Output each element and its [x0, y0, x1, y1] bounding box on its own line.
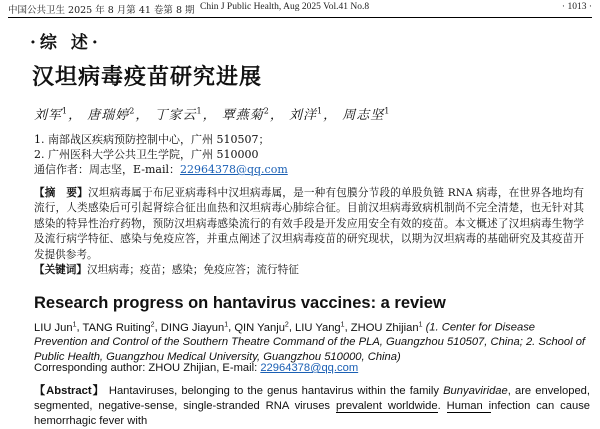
abstract-label-cn: 【摘 要】 [34, 187, 88, 199]
corresponding-label-cn: 通信作者：周志坚，E-mail： [34, 163, 180, 176]
corresponding-label-en: Corresponding author: ZHOU Zhijian, E-mail: [34, 362, 261, 374]
abstract-en [34, 384, 590, 429]
affiliation-cn-2: 2. 广州医科大学公共卫生学院，广州 510000 [34, 148, 259, 161]
author-cn: 覃燕菊$^2$ [221, 106, 270, 123]
author-list-cn: 刘军$^1$， 唐瑞婷$^2$， 丁家云$^1$， 覃燕菊$^2$， 刘洋$^1$， 周志坚$^1$ [34, 106, 391, 123]
author-en: ZHOU Zhijian$^1$ [350, 321, 423, 334]
author-en: DING Jiayun$^1$ [160, 321, 229, 334]
article-title-cn: 汉坦病毒疫苗研究进展 [32, 65, 263, 90]
abstract-text-en: nfection can cause hemorrhagic fever with [34, 400, 591, 427]
author-cn: 丁家云$^1$ [154, 106, 203, 123]
affiliation-cn-1: 1. 南部战区疾病预防控制中心，广州 510507； [34, 133, 270, 146]
keywords-label-cn: 【关键词】 [34, 264, 87, 277]
author-en: TANG Ruiting$^2$ [82, 321, 155, 334]
running-header [8, 2, 592, 16]
virus-family: Bunyaviridae [443, 385, 508, 397]
corresponding-author-cn [34, 163, 288, 177]
author-en: QIN Yanju$^2$ [234, 321, 289, 334]
email-link-cn[interactable]: 22964378@qq.com [179, 163, 288, 176]
abstract-text-cn: 汉坦病毒属于布尼亚病毒科中汉坦病毒属，是一种有包膜分节段的单股负链 RNA 病毒，在世界各地均有流行，人类感染后可引起肾综合征出血热和汉坦病毒心肺综合征。目前汉坦病毒致病机制尚不完全清楚，也无针对其感染的特异性治疗药物，预防汉坦病毒感染流行的有效手段是开发应用安全有效的疫苗。本文概述了汉坦病毒生物学及流行病学特征、感染与免疫应答，并重点阐述了汉坦病毒疫苗的研究现状，以期为汉坦病毒的基础研究及其疫苗开发提供参考。 [34, 187, 584, 261]
author-cn: 刘洋$^1$ [289, 106, 324, 123]
abstract-text-en: , are enveloped, segmented, negative-sense, single-stranded RNA viruses [34, 385, 590, 412]
author-cn: 周志坚$^1$ [342, 106, 391, 123]
abstract-text-en: . [437, 400, 447, 412]
author-en: LIU Yang$^1$ [295, 321, 345, 334]
highlighted-text: prevalent worldwide [335, 400, 438, 412]
author-en: LIU Jun$^1$ [34, 321, 77, 334]
section-label: ·综 述· [30, 33, 102, 53]
highlighted-text: Human i [446, 400, 492, 412]
author-list-en: LIU Jun$^1$, TANG Ruiting$^2$, DING Jiayun$^1$, QIN Yanju$^2$, LIU Yang$^1$, ZHOU Zhijian$^1$ (1. Center for Disease Prevention and Control of the Southern Theatre Command of the PLA, Guangzhou 510507, China; 2. School of Public Health, Guangzhou Medical University, Guangzhou 510000, China) [34, 321, 586, 363]
corresponding-author-en [34, 362, 358, 374]
author-cn: 刘军$^1$ [34, 106, 69, 123]
header-rule [8, 17, 592, 18]
abstract-cn [34, 186, 584, 278]
page-number: · 1013 · [561, 2, 592, 12]
email-link-en[interactable]: 22964378@qq.com [260, 362, 359, 374]
article-title-en: Research progress on hantavirus vaccines: a review [34, 294, 446, 312]
keywords-cn: 汉坦病毒；疫苗；感染；免疫应答；流行特征 [86, 264, 299, 277]
journal-header-cn: 中国公共卫生 2025 年 8 月第 41 卷第 8 期 [8, 5, 195, 16]
abstract-label-en: 【Abstract】 [34, 385, 105, 397]
author-cn: 唐瑞婷$^2$ [87, 106, 136, 123]
journal-header-en: Chin J Public Health, Aug 2025 Vol.41 No.8 [200, 2, 370, 12]
abstract-text-en: Hantaviruses, belonging to the genus hantavirus within the family [108, 385, 444, 397]
affiliations-en: (1. Center for Disease Prevention and Control of the Southern Theatre Command of the PLA, Guangzhou 510507, China; 2. School of Public Health, Guangzhou Medical University, Guangzhou 510000, China) [34, 321, 586, 363]
